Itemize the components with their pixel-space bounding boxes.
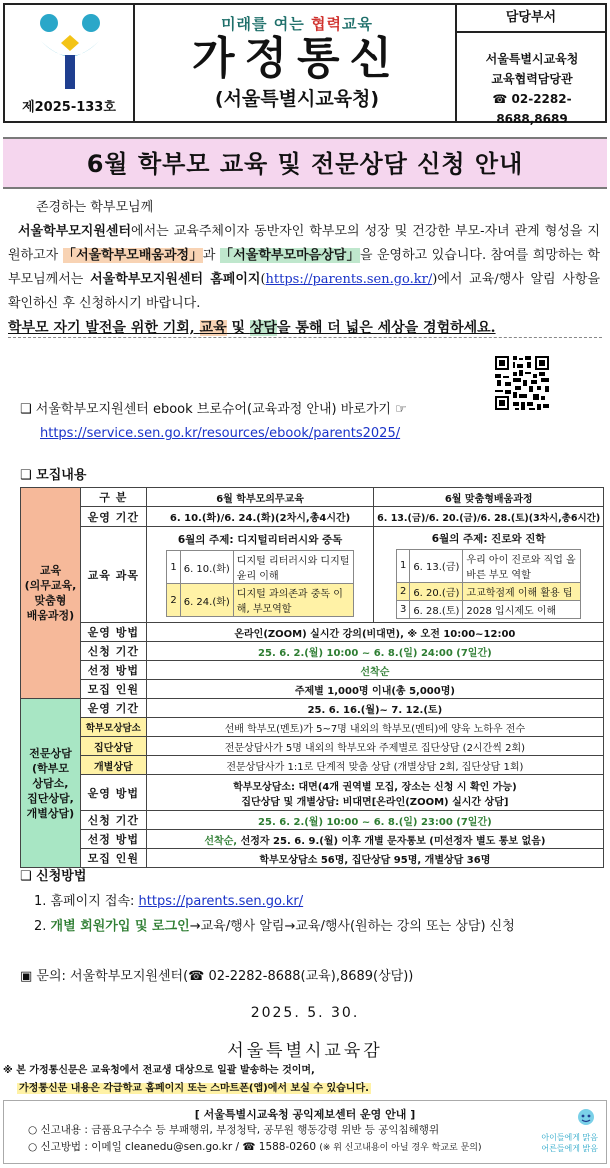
- category-counseling: [21, 699, 81, 868]
- whistleblower-box: [3, 1100, 607, 1164]
- label-people: 모집 인원: [80, 680, 146, 699]
- item-topic: 우리 아이 진로와 직업 올바른 부모 역할: [463, 549, 581, 582]
- intro-text-3: 을 운영하고 있습니다. 참여를 희망하는 학부모님께서는: [8, 248, 600, 287]
- item-topic: 디지털 리터러시와 디지털 윤리 이해: [233, 551, 353, 584]
- program-edu-highlight: 「서울학부모배움과정」: [62, 248, 203, 263]
- apply-homepage-link[interactable]: https://parents.sen.go.kr/: [138, 894, 304, 909]
- desc-individual-counseling: 전문상담사가 1:1로 단계적 맞춤 상담 (개별상담 2회, 집단상담 1회): [146, 756, 603, 775]
- category-education: [21, 488, 81, 699]
- recruit-table: [20, 487, 604, 868]
- item-no: 2: [396, 582, 409, 600]
- apply-title: ❑ 신청방법: [20, 869, 87, 884]
- newsletter-subtitle: (서울특별시교육청): [214, 88, 380, 110]
- list-item: [396, 582, 580, 600]
- item-no: 1: [167, 551, 180, 584]
- subject-mandatory: [146, 527, 374, 623]
- label-people-2: 모집 인원: [80, 849, 146, 868]
- header-gubun: 구 분: [80, 488, 146, 507]
- homepage-label: 서울학부모지원센터 홈페이지: [90, 272, 261, 287]
- slogan: [137, 13, 457, 34]
- item-topic: 고교학점제 이해 활용 팁: [463, 582, 581, 600]
- slogan-text-3: 을 통해 더 넓은 세상을 경험하세요.: [276, 320, 496, 336]
- subject-list-mandatory: [166, 550, 353, 617]
- label-apply-period: 신청 기간: [80, 642, 146, 661]
- period-custom: 6. 13.(금)/6. 20.(금)/6. 28.(토)(3차시,총6시간): [374, 507, 604, 527]
- ebook-link[interactable]: https://service.sen.go.kr/resources/ebook/parents2025/: [40, 426, 401, 441]
- theme-mandatory: 6월의 주제: 디지털리터러시와 중독: [177, 534, 343, 546]
- intro-text-1: 에서는 교육주체이자 동반자인 학부모의 성장 및 건강한 부모-자녀 관계 형성을 지원하고자: [8, 224, 600, 263]
- subject-custom: [374, 527, 604, 623]
- cat2-line4: 집단상담,: [27, 791, 74, 805]
- newsletter-title: 가정통신: [191, 33, 402, 84]
- label-method: 운영 방법: [80, 623, 146, 642]
- item-topic: 2028 입시제도 이해: [463, 600, 581, 618]
- select-counsel-first-come: 선착순,: [204, 835, 238, 847]
- method-counsel-line1: 학부모상담소: 대면(4개 권역별 모집, 장소는 신청 시 확인 가능): [233, 781, 517, 793]
- list-item: [167, 584, 353, 617]
- method-counsel: [146, 775, 603, 811]
- program-counsel-highlight: 「서울학부모마음상담」: [219, 248, 360, 263]
- report-method: [28, 1139, 606, 1157]
- greeting: [8, 196, 600, 220]
- header-title-block: [137, 5, 457, 121]
- apply-step-2-login: 개별 회원가입 및 로그인: [50, 919, 190, 934]
- mascot-icon: [574, 1107, 598, 1129]
- apply-step-1: [20, 889, 515, 914]
- label-apply-period-2: 신청 기간: [80, 811, 146, 830]
- item-date: 6. 20.(금): [410, 582, 463, 600]
- intro-paragraph: [8, 220, 600, 316]
- distribution-note: [3, 1062, 607, 1098]
- slogan-edu: 교육: [199, 320, 227, 336]
- apply-period-counsel: 25. 6. 2.(월) 10:00 ~ 6. 8.(일) 23:00 (7일간): [146, 811, 603, 830]
- item-date: 6. 28.(토): [410, 600, 463, 618]
- header-custom-edu: 6월 맞춤형배움과정: [374, 488, 604, 507]
- item-date: 6. 24.(화): [180, 584, 233, 617]
- item-topic: 디지털 과의존과 중독 이해, 부모역할: [233, 584, 353, 617]
- homepage-link[interactable]: https://parents.sen.go.kr/: [265, 272, 433, 287]
- people-counsel: 학부모상담소 56명, 집단상담 95명, 개별상담 36명: [146, 849, 603, 868]
- main-title: 6월 학부모 교육 및 전문상담 신청 안내: [3, 137, 607, 189]
- method-counsel-line2: 집단상담 및 개별상담: 비대면[온라인(ZOOM) 실시간 상담]: [241, 796, 509, 808]
- slogan-counsel: 상담: [249, 320, 277, 336]
- report-method-note: (※ 위 신고내용이 아닐 경우 학교로 문의): [319, 1143, 482, 1153]
- department-info: [457, 33, 605, 129]
- theme-custom: 6월의 주제: 진로와 진학: [431, 532, 546, 545]
- item-date: 6. 10.(화): [180, 551, 233, 584]
- slogan-part-c: 교육: [341, 15, 373, 33]
- select-edu: 선착순: [146, 661, 603, 680]
- apply-step-1-label: 1. 홈페이지 접속:: [34, 894, 139, 909]
- header-mandatory-edu: 6월 학부모의무교육: [146, 488, 374, 507]
- cat1-line1: 교육: [39, 564, 62, 577]
- department-office: 서울특별시교육청: [485, 52, 579, 66]
- report-method-text: ○ 신고방법 : 이메일 cleanedu@sen.go.kr / ☎ 1588-0260: [28, 1141, 320, 1153]
- seoul-education-logo-icon: [35, 11, 105, 91]
- greeting-text: 존경하는 학부모님께: [36, 200, 154, 215]
- cat2-line1: 전문상담: [29, 746, 72, 760]
- center-name: 서울학부모지원센터: [18, 224, 132, 239]
- signature: 서울특별시교육감: [227, 1041, 383, 1061]
- label-parent-counseling-center: 학부모상담소: [80, 718, 146, 737]
- cat2-line3: 상담소,: [32, 776, 69, 790]
- recruit-section-title: ❑ 모집내용: [20, 468, 87, 483]
- label-subject: 교육 과목: [80, 527, 146, 623]
- period-mandatory: 6. 10.(화)/6. 24.(화)(2차시,총4시간): [146, 507, 374, 527]
- intro-text-4: )에서 교육/행사 알림 사항을 확인하신 후 신청하시기 바랍니다.: [8, 272, 601, 311]
- desc-parent-counseling-center: 선배 학부모(멘토)가 5~7명 내외의 학부모(멘티)에 양육 노하우 전수: [146, 718, 603, 737]
- mascot-text-1: 아이들에게 맑음: [541, 1133, 598, 1142]
- issue-date: 2025. 5. 30.: [250, 1005, 360, 1021]
- cat1-line3: 맞춤형: [34, 594, 67, 607]
- department-box: [455, 5, 605, 126]
- department-phone: ☎ 02-2282-8688,8689: [492, 92, 572, 126]
- label-select-2: 선정 방법: [80, 830, 146, 849]
- label-select: 선정 방법: [80, 661, 146, 680]
- paren-open: (: [260, 272, 266, 287]
- label-individual-counseling: 개별상담: [80, 756, 146, 775]
- select-counsel: [146, 830, 603, 849]
- cat1-line2: (의무교육,: [24, 579, 77, 592]
- apply-step-2-no: 2.: [34, 919, 51, 934]
- slogan-part-a: 미래를 여는: [221, 15, 311, 33]
- label-period-2: 운영 기간: [80, 699, 146, 718]
- item-no: 1: [396, 549, 409, 582]
- cat2-line2: (학부모: [31, 761, 69, 775]
- intro-text-2: 과: [202, 248, 220, 263]
- cat2-line5: 개별상담): [26, 806, 75, 820]
- item-no: 2: [167, 584, 180, 617]
- ebook-label: ❑ 서울학부모지원센터 ebook 브로슈어(교육과정 안내) 바로가기 ☞: [20, 402, 407, 417]
- people-edu: 주제별 1,000명 이내(총 5,000명): [146, 680, 603, 699]
- label-method-2: 운영 방법: [80, 775, 146, 811]
- list-item: [167, 551, 353, 584]
- ebook-section: [20, 398, 407, 446]
- apply-period-edu: 25. 6. 2.(월) 10:00 ~ 6. 8.(일) 24:00 (7일간): [146, 642, 603, 661]
- slogan-text-1: 학부모 자기 발전을 위한 기회,: [8, 320, 200, 336]
- department-division: 교육협력담당관: [491, 72, 573, 86]
- report-title: [ 서울특별시교육청 공익제보센터 운영 안내 ]: [194, 1108, 416, 1121]
- report-content: ○ 신고내용 : 금품요구수수 등 부패행위, 부정청탁, 공무원 행동강령 위반 등 공익침해행위: [28, 1124, 440, 1136]
- issue-number: 제2025-133호: [22, 100, 116, 115]
- item-date: 6. 13.(금): [410, 549, 463, 582]
- method-edu: 온라인(ZOOM) 실시간 강의(비대면), ※ 오전 10:00~12:00: [146, 623, 603, 642]
- apply-step-2-path: →교육/행사 알림→교육/행사(원하는 강의 또는 상담) 신청: [189, 919, 515, 934]
- cat1-line4: 배움과정): [26, 609, 75, 622]
- slogan-part-b: 협력: [310, 15, 342, 33]
- apply-step-2: [20, 914, 515, 939]
- list-item: [396, 600, 580, 618]
- mascot-block: [541, 1107, 598, 1154]
- slogan-text-2: 및: [226, 320, 250, 336]
- label-period: 운영 기간: [80, 507, 146, 527]
- subject-list-custom: [396, 549, 581, 619]
- desc-group-counseling: 전문상담사가 5명 내외의 학부모와 주제별로 집단상담 (2시간씩 2회): [146, 737, 603, 756]
- qr-code-icon[interactable]: [493, 354, 551, 412]
- period-counsel: 25. 6. 16.(월)~ 7. 12.(토): [146, 699, 603, 718]
- intro-body: [8, 196, 600, 340]
- inquiry-contact: ▣ 문의: 서울학부모지원센터(☎ 02-2282-8688(교육),8689(상담)): [20, 969, 414, 984]
- apply-section: [20, 864, 515, 939]
- letter-header: [3, 3, 607, 126]
- list-item: [396, 549, 580, 582]
- select-counsel-notice: 선정자 25. 6. 9.(월) 이후 개별 문자통보 (미선정자 별도 통보 없음): [237, 835, 546, 847]
- logo-cell: [5, 5, 135, 121]
- note-line2: 가정통신문 내용은 각급학교 홈페이지 또는 스마트폰(앱)에서 보실 수 있습니다.: [19, 1083, 369, 1094]
- item-no: 3: [396, 600, 409, 618]
- department-title: 담당부서: [457, 5, 605, 33]
- dashed-divider: [8, 337, 602, 338]
- mascot-text-2: 어른들에게 밝음: [541, 1144, 598, 1153]
- note-line1: ※ 본 가정통신문은 교육청에서 전교생 대상으로 일괄 발송하는 것이며,: [3, 1065, 315, 1076]
- label-group-counseling: 집단상담: [80, 737, 146, 756]
